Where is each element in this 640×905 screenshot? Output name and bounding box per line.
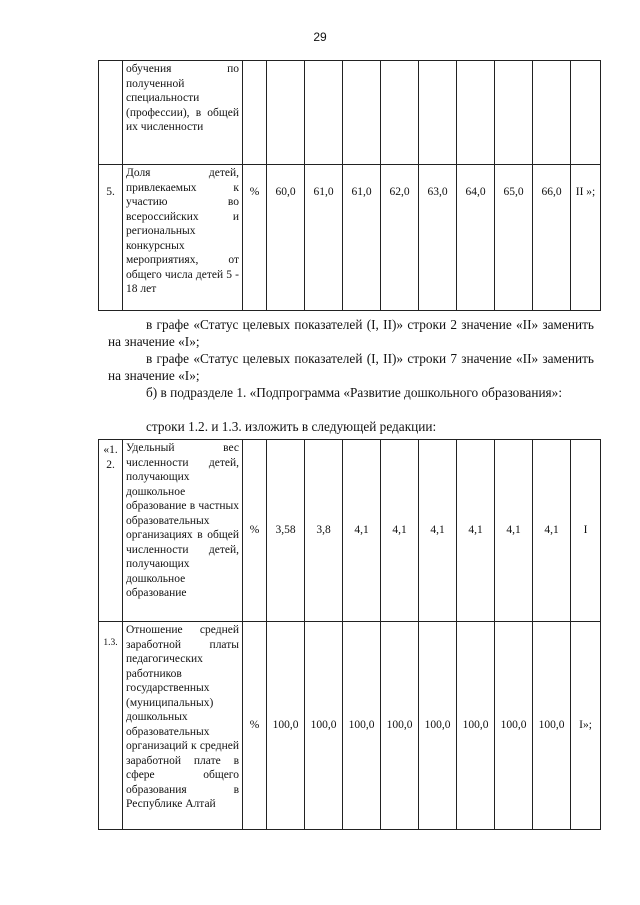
value-cell: 4,1 — [343, 440, 381, 622]
value-cell — [533, 61, 571, 165]
value-cell — [305, 61, 343, 165]
value-cell: 61,0 — [305, 165, 343, 311]
value-cell: 100,0 — [381, 622, 419, 830]
table-row — [99, 61, 601, 165]
page-number: 29 — [313, 30, 327, 44]
row-number: 5. — [99, 165, 123, 311]
value-cell: 65,0 — [495, 165, 533, 311]
table-row — [99, 440, 601, 622]
row-number: «1. 2. — [99, 440, 123, 622]
value-cell: 100,0 — [343, 622, 381, 830]
paragraph-3: б) в подразделе 1. «Подпрограмма «Развитие дошкольного образования»: — [146, 385, 563, 400]
value-cell: 3,8 — [305, 440, 343, 622]
value-cell: 100,0 — [457, 622, 495, 830]
value-cell — [343, 61, 381, 165]
value-cell — [495, 61, 533, 165]
row-unit — [243, 61, 267, 165]
table-row — [99, 165, 601, 311]
table-row — [99, 622, 601, 830]
value-cell: 4,1 — [419, 440, 457, 622]
value-cell: 4,1 — [381, 440, 419, 622]
value-cell — [267, 61, 305, 165]
status-cell — [571, 61, 601, 165]
value-cell — [381, 61, 419, 165]
value-cell: 66,0 — [533, 165, 571, 311]
value-cell: 100,0 — [533, 622, 571, 830]
indicators-table-new — [98, 439, 601, 830]
status-cell: I»; — [571, 622, 601, 830]
row-description: Отношение средней заработной платы педагогических работников государственных (муниципальных) дошкольных образовательных организаций к средней заработной плате в сфере общего образования в Республике Алтай — [123, 622, 243, 830]
value-cell: 4,1 — [457, 440, 495, 622]
status-cell: II »; — [571, 165, 601, 311]
row-description: Доля детей, привлекаемых к участию во всероссийских и региональных конкурсных мероприятиях, от общего числа детей 5 - 18 лет — [123, 165, 243, 311]
value-cell: 100,0 — [495, 622, 533, 830]
value-cell: 63,0 — [419, 165, 457, 311]
indicators-table-continued — [98, 60, 601, 311]
row-unit: % — [243, 440, 267, 622]
value-cell: 100,0 — [305, 622, 343, 830]
row-unit: % — [243, 622, 267, 830]
row-description: Удельный вес численности детей, получающих дошкольное образование в частных образовательных организациях в общей численности детей, получающих дошкольное образование — [123, 440, 243, 622]
value-cell: 60,0 — [267, 165, 305, 311]
paragraph-4: строки 1.2. и 1.3. изложить в следующей редакции: — [146, 419, 437, 434]
status-cell: I — [571, 440, 601, 622]
row-description: обучения по полученной специальности (профессии), в общей их численности — [123, 61, 243, 165]
value-cell: 4,1 — [533, 440, 571, 622]
value-cell: 61,0 — [343, 165, 381, 311]
value-cell: 4,1 — [495, 440, 533, 622]
value-cell: 62,0 — [381, 165, 419, 311]
value-cell: 3,58 — [267, 440, 305, 622]
row-unit: % — [243, 165, 267, 311]
value-cell: 100,0 — [267, 622, 305, 830]
paragraph-1: в графе «Статус целевых показателей (I, II)» строки 2 значение «II» заменить на значение «I»; — [108, 317, 594, 349]
value-cell: 100,0 — [419, 622, 457, 830]
paragraph-2: в графе «Статус целевых показателей (I, II)» строки 7 значение «II» заменить на значение «I»; — [108, 351, 594, 383]
value-cell — [419, 61, 457, 165]
row-number: 1.3. — [99, 622, 123, 830]
value-cell — [457, 61, 495, 165]
value-cell: 64,0 — [457, 165, 495, 311]
row-number — [99, 61, 123, 165]
